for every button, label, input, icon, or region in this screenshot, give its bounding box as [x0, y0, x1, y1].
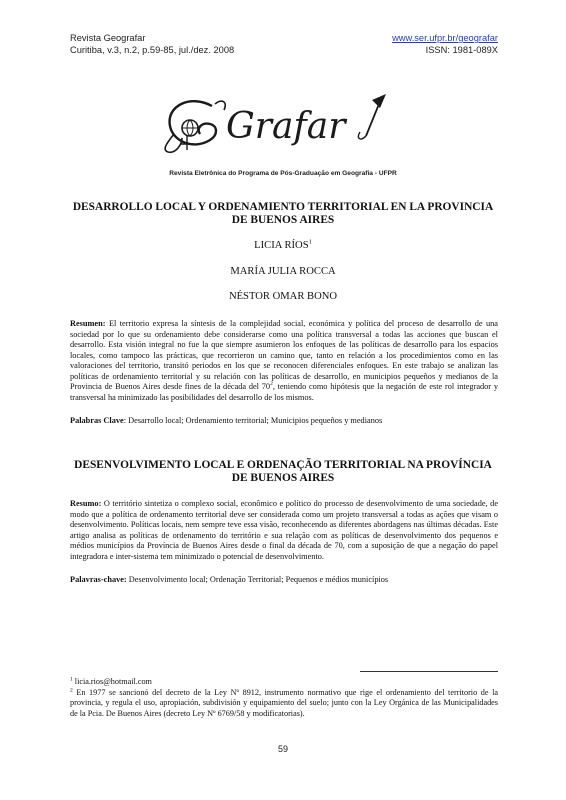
journal-url-link[interactable]: www.ser.ufpr.br/geografar: [392, 33, 498, 43]
abstract-pt-text: O território sintetiza o complexo social, econômico e político do processo de desenvolvimento de uma sociedade, de modo que a política de ordenamento territorial deve ser considerada como um projeto transversal a todas as ações que visam o desenvolvimento. Políticas locais, nem sempre teve essa visão, reconhecendo as diferentes abordagens nas últimas décadas. Este artigo analisa as políticas de ordenamento do território e sua relação com as políticas de desenvolvimento dos pequenos e médios municípios da Província de Buenos Aires desde o final da década de 70, com a suposição de que a negação do papel integradora e inter-sistema tem minimizado o potencial de desenvolvimento.: [70, 499, 498, 561]
footnote-separator: [360, 671, 498, 672]
journal-citation: Curitiba, v.3, n.2, p.59-85, jul./dez. 2008: [70, 45, 235, 55]
keywords-pt: [70, 575, 498, 586]
page-number: 59: [277, 744, 288, 754]
keywords-es-text: : Desarrollo local; Ordenamiento territorial; Municipios pequeños y medianos: [123, 416, 383, 425]
keywords-es-label: Palabras Clave: [70, 416, 124, 425]
keywords-es: [70, 416, 498, 427]
footnote-ref-1: 1: [308, 238, 312, 246]
footnotes: [70, 677, 498, 719]
keywords-pt-text: Desenvolvimento local; Ordenação Territorial; Pequenos e médios municípios: [126, 575, 389, 584]
logo-wordmark: Grafar: [226, 106, 346, 147]
author-3: [0, 291, 566, 302]
article-title-pt: DESENVOLVIMENTO LOCAL E ORDENAÇÃO TERRITORIAL NA PROVÍNCIA DE BUENOS AIRES: [74, 459, 492, 484]
footnote-1: [70, 677, 498, 688]
journal-issn: ISSN: 1981-089X: [425, 45, 498, 55]
footnote-text: En 1977 se sancionó del decreto de la Ley Nº 8912, instrumento normativo que rige el ordenamiento del territorio de la provincia, y regula el uso, apropiación, subdivisión y equipamiento del suelo; junto con la Ley Orgánica de las Municipalidades de la Pcia. De Buenos Aires (decreto Ley Nº 6769/58 y modificatorias).: [70, 687, 498, 718]
footnote-ref-2: 2: [270, 381, 273, 388]
author-name: LICIA RÍOS: [254, 240, 309, 251]
abstract-es-text: El territorio expresa la síntesis de la complejidad social, económica y política del proceso de desarrollo de una sociedad por lo que su ordenamiento debe considerarse como una política transversal a todas las acciones que buscan el desarrollo. Esta visión integral no fue la que siempre asumieron los enfoques de las políticas de desarrollo para los espacios locales, como tampoco las prácticas, que recorrieron un camino que, tanto en relación a los procedimientos como en las valoraciones del territorio, transitó periodos en los que se reconocen diferenciales enfoques. En este trabajo se analizan las políticas de ordenamiento territorial y su relación con las políticas de desarrollo, en municipios pequeños y medianos de la Provincia de Buenos Aires desde fines de la década del 70: [70, 319, 498, 391]
author-name: NÉSTOR OMAR BONO: [228, 291, 338, 302]
abstract-es-text-end: , teniendo como hipótesis que la negación de este rol integrador y transversal ha minimizado las posibilidades del desarrollo de los mismos.: [70, 382, 498, 402]
footnote-mark: 1: [70, 676, 73, 683]
author-1: [0, 240, 566, 251]
keywords-pt-label: Palavras-chave:: [70, 575, 127, 584]
abstract-pt-label: Resumo:: [70, 499, 102, 508]
author-2: [0, 266, 566, 277]
abstract-es-label: Resumen:: [70, 319, 106, 328]
footnote-2: [70, 688, 498, 720]
geografar-logo: [160, 92, 410, 158]
abstract-es: [70, 319, 498, 403]
abstract-pt: [70, 499, 498, 562]
journal-name: Revista Geografar: [70, 33, 146, 43]
logo-subtitle: Revista Eletrônica do Programa de Pós-Graduação em Geografia - UFPR: [169, 170, 397, 177]
footnote-text: licia.rios@hotmail.com: [72, 677, 152, 686]
article-title-es: DESARROLLO LOCAL Y ORDENAMIENTO TERRITORIAL EN LA PROVINCIA DE BUENOS AIRES: [72, 201, 494, 226]
footnote-mark: 2: [70, 686, 73, 693]
author-name: MARÍA JULIA ROCCA: [230, 266, 336, 277]
